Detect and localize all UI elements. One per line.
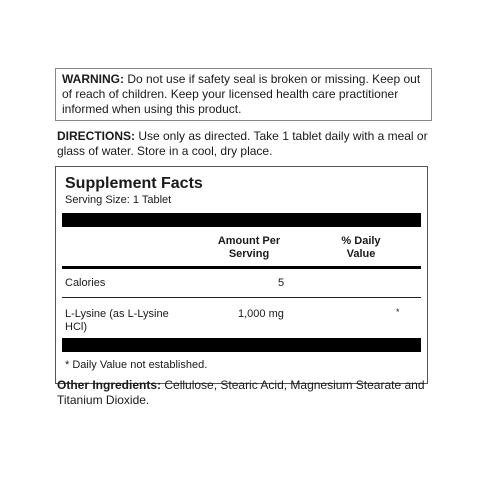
other-ingredients <box>57 378 437 408</box>
thick-divider-top <box>62 213 421 227</box>
warning-text: Do not use if safety seal is broken or missing. Keep out of reach of children. Keep your licensed health care practitioner informed when using this product. <box>62 72 421 116</box>
warning-label: WARNING: <box>62 72 124 86</box>
calories-label: Calories <box>65 277 106 289</box>
directions-text: Use only as directed. Take 1 tablet daily with a meal or glass of water. Store in a cool, dry place. <box>57 129 428 158</box>
amount-per-serving-header <box>204 235 294 261</box>
other-ingredients-label: Other Ingredients: <box>57 378 162 392</box>
daily-value-header <box>326 235 396 261</box>
facts-title: Supplement Facts <box>65 175 203 192</box>
directions-label: DIRECTIONS: <box>57 129 135 143</box>
lysine-amount: 1,000 mg <box>238 308 284 320</box>
thin-divider <box>62 297 421 298</box>
lysine-dv: * <box>396 307 400 317</box>
supplement-facts-panel <box>55 166 428 384</box>
footnote: * Daily Value not established. <box>65 359 208 371</box>
thick-divider-bottom <box>62 338 421 352</box>
warning-box <box>55 68 432 121</box>
amount-header-line1: Amount Per <box>217 235 281 247</box>
lysine-label-line1: L-Lysine (as L-Lysine <box>65 308 169 320</box>
medium-divider <box>62 266 421 269</box>
dv-header-line2: Value <box>346 248 376 260</box>
directions-text-block <box>57 129 437 159</box>
lysine-label <box>65 308 169 334</box>
dv-header-line1: % Daily <box>341 235 381 247</box>
lysine-label-line2: HCl) <box>65 321 87 333</box>
serving-size: Serving Size: 1 Tablet <box>65 194 172 206</box>
amount-header-line2: Serving <box>228 248 270 260</box>
calories-amount: 5 <box>278 277 285 289</box>
other-ingredients-text: Cellulose, Stearic Acid, Magnesium Stearate and Titanium Dioxide. <box>57 378 425 407</box>
